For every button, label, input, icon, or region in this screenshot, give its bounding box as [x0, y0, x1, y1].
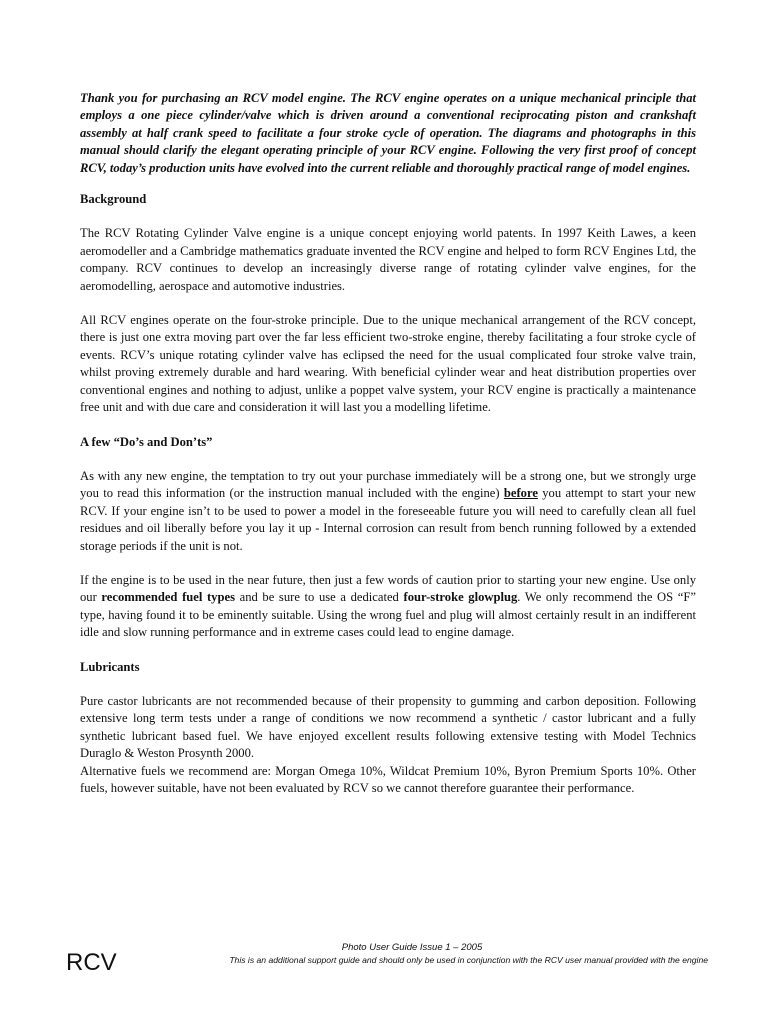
dos-p2-text-b: and be sure to use a dedicated: [234, 590, 404, 605]
dos-p2-glowplug-emphasis: four-stroke glowplug: [403, 590, 518, 605]
document-body: [80, 90, 696, 814]
background-heading: Background: [80, 192, 147, 207]
footer-guide-title: Photo User Guide Issue 1 – 2005: [341, 942, 483, 953]
dos-p2-text-c: . We only recommend the OS “F” type, having found it to be eminently suitable. Using the wrong fuel and plug will almost certainly result in an indifferent idle and slow running performance and in extreme cases could lead to engine damage.: [80, 590, 696, 640]
lubricants-paragraph-1: Pure castor lubricants are not recommended because of their propensity to gumming and carbon deposition. Following extensive long term tests under a range of conditions we now recommend a synthetic / castor lubricant and a fully synthetic lubricant based fuel. We have enjoyed excellent results following extensive testing with Model Technics Duraglo & Weston Prosynth 2000.: [80, 693, 696, 761]
background-paragraph-2: All RCV engines operate on the four-stroke principle. Due to the unique mechanical arrangement of the RCV concept, there is just one extra moving part over the far less efficient two-stroke engine, thereby facilitating a four stroke cycle of events. RCV’s unique rotating cylinder valve has eclipsed the need for the usual complicated four stroke valve train, whilst proving extremely durable and hard wearing. With beneficial cylinder wear and heat distribution properties over conventional engines and nothing to adjust, unlike a poppet valve system, your RCV engine is practically a maintenance free unit and with due care and consideration it will last you a modelling lifetime.: [80, 313, 696, 415]
dos-p1-text-a: As with any new engine, the temptation to try out your purchase immediately will be a strong one, but we strongly urge you to read this information (or the instruction manual included with the engine): [80, 468, 696, 501]
lubricants-heading: Lubricants: [80, 659, 140, 674]
dos-p1-before-emphasis: before: [503, 486, 538, 501]
dos-donts-heading: A few “Do’s and Don’ts”: [80, 434, 213, 449]
dos-p2-fuel-types-emphasis: recommended fuel types: [101, 590, 235, 605]
dos-p1-text-b: you attempt to start your new RCV. If your engine isn’t to be used to power a model in the foreseeable future you will need to carefully clean all fuel residues and oil liberally before you lay it up - Internal corrosion can result from bench running followed by a extended storage periods if the unit is not.: [80, 486, 696, 553]
dos-p2-text-a: If the engine is to be used in the near future, then just a few words of caution prior to starting your new engine. Use only our: [80, 572, 696, 605]
page-footer: [60, 938, 708, 978]
background-paragraph-1: The RCV Rotating Cylinder Valve engine is a unique concept enjoying world patents. In 1997 Keith Lawes, a keen aeromodeller and a Cambridge mathematics graduate invented the RCV engine and helped to form RCV Engines Ltd, the company. RCV continues to develop an increasingly diverse range of rotating cylinder valve engines, for the aeromodelling, aerospace and automotive industries.: [80, 226, 696, 293]
footer-disclaimer: This is an additional support guide and should only be used in conjunction with the RCV user manual provided with the engine: [229, 955, 708, 965]
lubricants-paragraph-2: Alternative fuels we recommend are: Morgan Omega 10%, Wildcat Premium 10%, Byron Premium Sports 10%. Other fuels, however suitable, have not been evaluated by RCV so we cannot therefore guarantee their performance.: [80, 763, 696, 795]
dos-paragraph-1: [80, 468, 696, 555]
intro-paragraph: Thank you for purchasing an RCV model engine. The RCV engine operates on a unique mechanical principle that employs a one piece cylinder/valve which is driven around a conventional reciprocating piston and crankshaft assembly at half crank speed to facilitate a four stroke cycle of operation. The diagrams and photographs in this manual should clarify the elegant operating principle of your RCV engine. Following the very first proof of concept RCV, today’s production units have evolved into the current reliable and thoroughly practical range of model engines.: [80, 91, 696, 175]
rcv-logo-letters: RCV: [66, 949, 117, 974]
dos-paragraph-2: [80, 572, 696, 642]
